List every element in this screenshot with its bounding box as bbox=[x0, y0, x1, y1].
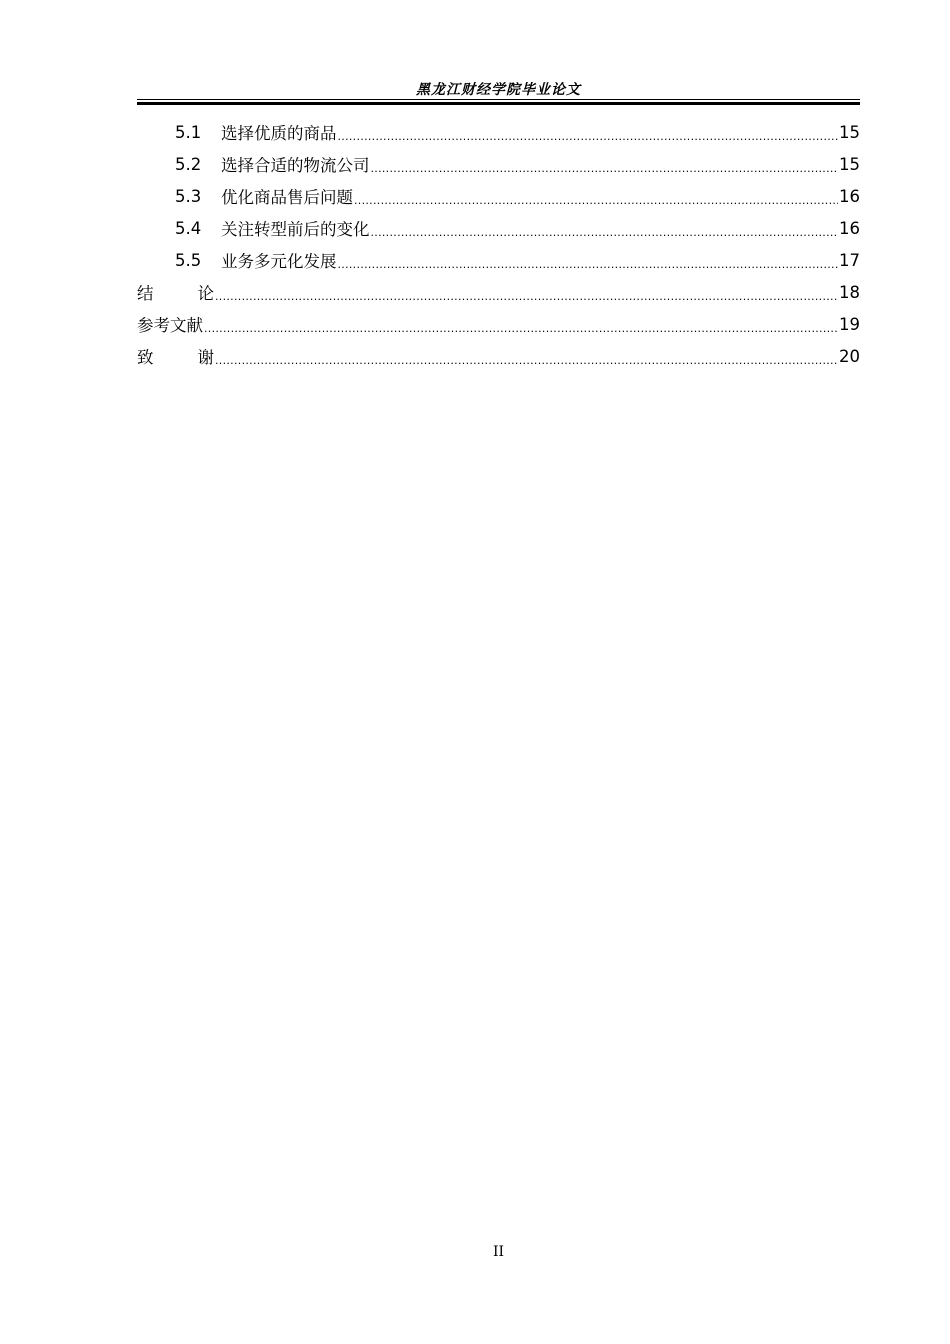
toc-number: 5.2 bbox=[175, 154, 202, 174]
dot-leader bbox=[354, 194, 838, 207]
toc-entry-acknowledgements[interactable] bbox=[137, 340, 860, 372]
toc-entry-conclusion[interactable] bbox=[137, 276, 860, 308]
toc-entry-5-4[interactable] bbox=[137, 212, 860, 244]
toc-entry-references[interactable] bbox=[137, 308, 860, 340]
dot-leader bbox=[371, 226, 839, 239]
header-rule-thin bbox=[137, 99, 860, 100]
dot-leader bbox=[215, 354, 838, 367]
toc-page-number: 15 bbox=[839, 122, 860, 142]
toc-title: 选择合适的物流公司 bbox=[221, 156, 370, 175]
toc-title-char: 结 bbox=[137, 284, 154, 303]
toc-title-char: 致 bbox=[137, 348, 154, 367]
header-rule-thick bbox=[137, 102, 860, 105]
toc-number: 5.4 bbox=[175, 218, 202, 238]
toc-title-conclusion bbox=[137, 280, 214, 304]
toc-entry-5-2[interactable] bbox=[137, 148, 860, 180]
toc-page-number: 15 bbox=[839, 154, 860, 174]
dot-leader bbox=[371, 162, 839, 175]
toc-page-number: 16 bbox=[839, 186, 860, 206]
toc-title: 业务多元化发展 bbox=[221, 252, 337, 271]
toc-page-number: 17 bbox=[839, 250, 860, 270]
page-header-title: 黑龙江财经学院毕业论文 bbox=[416, 82, 581, 98]
footer-page-number: II bbox=[492, 1244, 505, 1260]
toc-title: 优化商品售后问题 bbox=[221, 188, 353, 207]
toc-title-acknowledgements bbox=[137, 344, 214, 368]
toc-page-number: 20 bbox=[839, 346, 860, 366]
toc-entry-5-1[interactable] bbox=[137, 116, 860, 148]
toc-number: 5.5 bbox=[175, 250, 202, 270]
toc-page-number: 18 bbox=[839, 282, 860, 302]
toc-title: 关注转型前后的变化 bbox=[221, 220, 370, 239]
toc-title-char: 论 bbox=[197, 284, 214, 303]
dot-leader bbox=[338, 258, 839, 271]
toc-page-number: 19 bbox=[839, 314, 860, 334]
dot-leader bbox=[215, 290, 838, 303]
dot-leader bbox=[204, 322, 838, 335]
toc-title: 参考文献 bbox=[137, 316, 203, 335]
toc-page-number: 16 bbox=[839, 218, 860, 238]
toc-number: 5.1 bbox=[175, 122, 202, 142]
toc-entry-5-5[interactable] bbox=[137, 244, 860, 276]
toc-number: 5.3 bbox=[175, 186, 202, 206]
toc-title: 选择优质的商品 bbox=[221, 124, 337, 143]
table-of-contents bbox=[137, 116, 860, 372]
toc-entry-5-3[interactable] bbox=[137, 180, 860, 212]
toc-title-char: 谢 bbox=[197, 348, 214, 367]
dot-leader bbox=[338, 130, 839, 143]
